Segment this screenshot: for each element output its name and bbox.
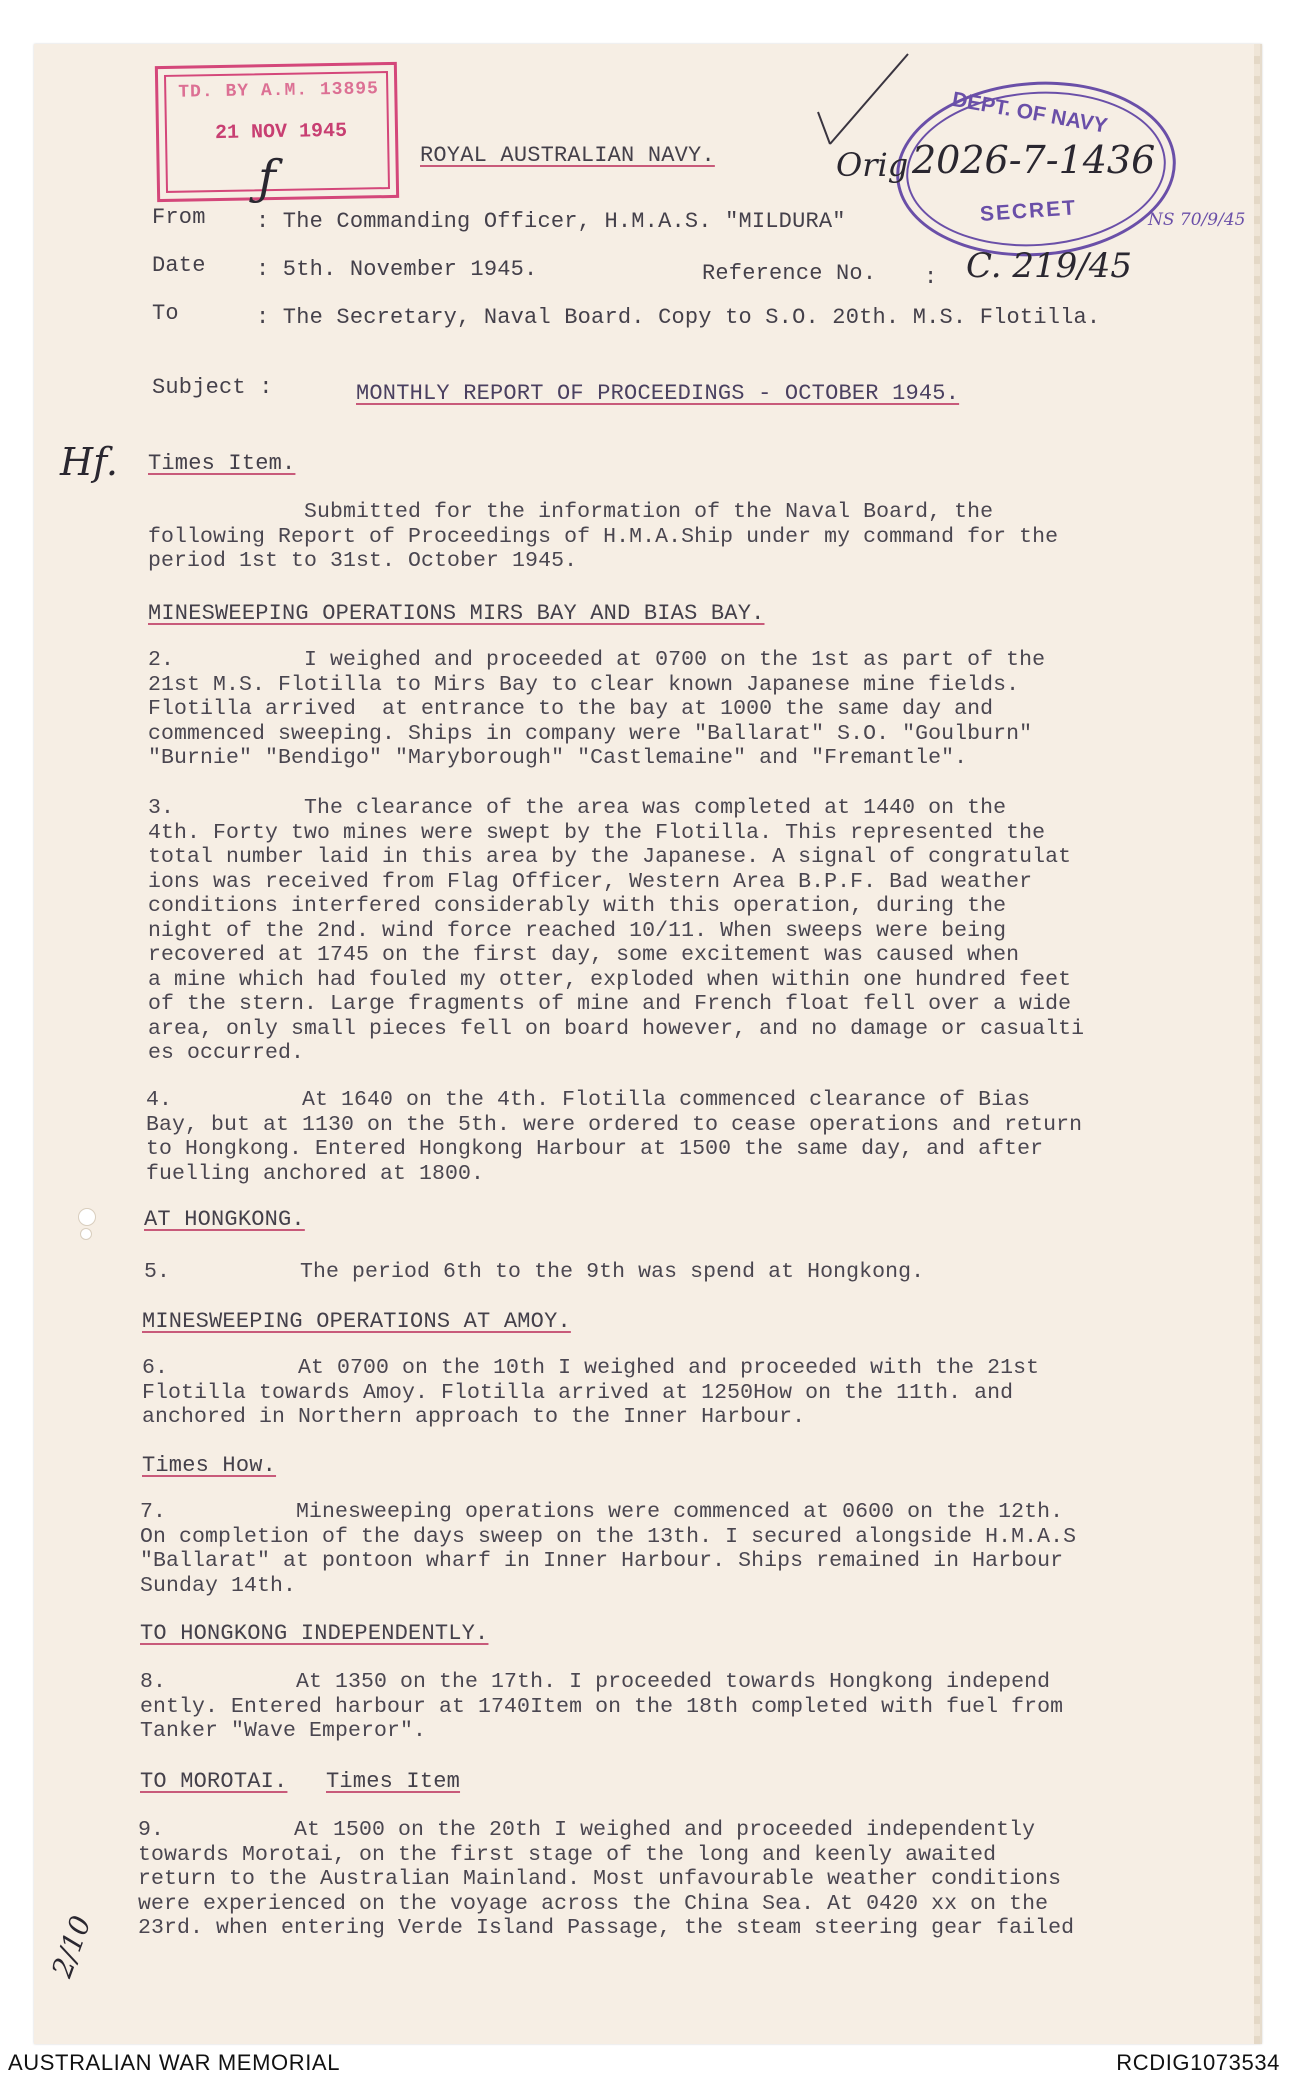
heading-amoy: MINESWEEPING OPERATIONS AT AMOY. — [142, 1309, 571, 1334]
paragraph-6: 6. At 0700 on the 10th I weighed and proceeded with the 21st Flotilla towards Amoy. Flotilla arrived at 1250How on the 11th. and anchored in Northern approach to the Inner Harbour. — [142, 1356, 1040, 1429]
to-value: : The Secretary, Naval Board. Copy to S.O. 20th. M.S. Flotilla. — [256, 305, 1101, 330]
ns-annotation: NS 70/9/45 — [1148, 210, 1246, 230]
heading-morotai: TO MOROTAI. — [140, 1769, 288, 1794]
heading-hongkong-independently: TO HONGKONG INDEPENDENTLY. — [140, 1621, 489, 1646]
punch-hole — [78, 1208, 96, 1226]
signature-mark: ƒ — [258, 150, 276, 206]
paragraph-9: 9. At 1500 on the 20th I weighed and proceeded independently towards Morotai, on the first stage of the long and keenly awaited return to the Australian Mainland. Most unfavourable weather conditions were experienced on the voyage across the China Sea. At 0420 xx on the 23rd. when entering Verde Island Passage, the steam steering gear failed — [138, 1818, 1075, 1940]
footer-catalogue-id: RCDIG1073534 — [1116, 2050, 1280, 2075]
stamp-date: 21 NOV 1945 — [214, 119, 348, 146]
subject-label: Subject : — [152, 375, 273, 400]
times-item-note-2: Times Item — [326, 1769, 461, 1794]
paragraph-8: 8. At 1350 on the 17th. I proceeded towards Hongkong independ ently. Entered harbour at 1740Item on the 18th completed with fuel from Tanker "Wave Emperor". — [140, 1670, 1064, 1743]
document-title: ROYAL AUSTRALIAN NAVY. — [420, 143, 715, 168]
paragraph-2: 2. I weighed and proceeded at 0700 on the 1st as part of the 21st M.S. Flotilla to Mirs Bay to clear known Japanese mine fields. Flotilla arrived at entrance to the bay at 1000 the same day and commenced sweeping. Ships in company were "Ballarat" S.O. "Goulburn" "Burnie" "Bendigo" "Maryborough" "Castlemaine" and "Fremantle". — [148, 648, 1046, 770]
heading-at-hongkong: AT HONGKONG. — [144, 1207, 305, 1232]
date-label: Date — [152, 253, 206, 278]
reference-colon: : — [924, 265, 938, 290]
footer-institution: AUSTRALIAN WAR MEMORIAL — [8, 2050, 341, 2075]
times-how-note: Times How. — [142, 1453, 277, 1478]
paragraph-4: 4. At 1640 on the 4th. Flotilla commenced clearance of Bias Bay, but at 1130 on the 5th. were ordered to cease operations and return to Hongkong. Entered Hongkong Harbour at 1500 the same day, and after fuelling anchored at 1800. — [146, 1088, 1083, 1186]
from-value: : The Commanding Officer, H.M.A.S. "MILDURA" — [256, 209, 846, 234]
paragraph-7: 7. Minesweeping operations were commenced at 0600 on the 12th. On completion of the days sweep on the 13th. I secured alongside H.M.A.S "Ballarat" at pontoon wharf in Inner Harbour. Ships remained in Harbour Sunday 14th. — [140, 1500, 1077, 1598]
paper-edge — [1254, 44, 1260, 2044]
reference-label: Reference No. — [702, 261, 877, 286]
paragraph-1: Submitted for the information of the Naval Board, the following Report of Proceedings of H.M.A.Ship under my command for the period 1st to 31st. October 1945. — [148, 500, 1059, 573]
paragraph-5: 5. The period 6th to the 9th was spend at Hongkong. — [144, 1260, 925, 1284]
page-mark: 2/10 — [45, 1911, 98, 1982]
margin-initials: Hf. — [60, 440, 118, 484]
reference-handwritten: C. 219/45 — [966, 246, 1133, 286]
stamp-reference: TD. BY A.M. 13895 — [178, 79, 380, 103]
handwritten-orig: Orig — [836, 146, 909, 184]
punch-hole — [80, 1228, 92, 1240]
seal-bottom-text: SECRET — [979, 196, 1078, 226]
to-label: To — [152, 301, 179, 326]
times-item-note: Times Item. — [148, 451, 296, 476]
seal-top-text: DEPT. OF NAVY — [950, 87, 1110, 138]
handwritten-file-number: 2026-7-1436 — [912, 138, 1156, 182]
date-value: : 5th. November 1945. — [256, 257, 538, 282]
paragraph-3: 3. The clearance of the area was completed at 1440 on the 4th. Forty two mines were swept by the Flotilla. This represented the total number laid in this area by the Japanese. A signal of congratulat ions was received from Flag Officer, Western Area B.P.F. Bad weather conditions interfered considerably with this operation, during the night of the 2nd. wind force reached 10/11. When sweeps were being recovered at 1745 on the first day, some excitement was caused when a mine which had fouled my otter, exploded when within one hundred feet of the stern. Large fragments of mine and French float fell over a wide area, only small pieces fell on board however, and no damage or casualti es occurred. — [148, 796, 1085, 1065]
subject-value: MONTHLY REPORT OF PROCEEDINGS - OCTOBER 1945. — [356, 381, 960, 406]
from-label: From — [152, 205, 206, 230]
received-stamp — [155, 62, 399, 202]
heading-mirs-bay: MINESWEEPING OPERATIONS MIRS BAY AND BIAS BAY. — [148, 601, 765, 626]
